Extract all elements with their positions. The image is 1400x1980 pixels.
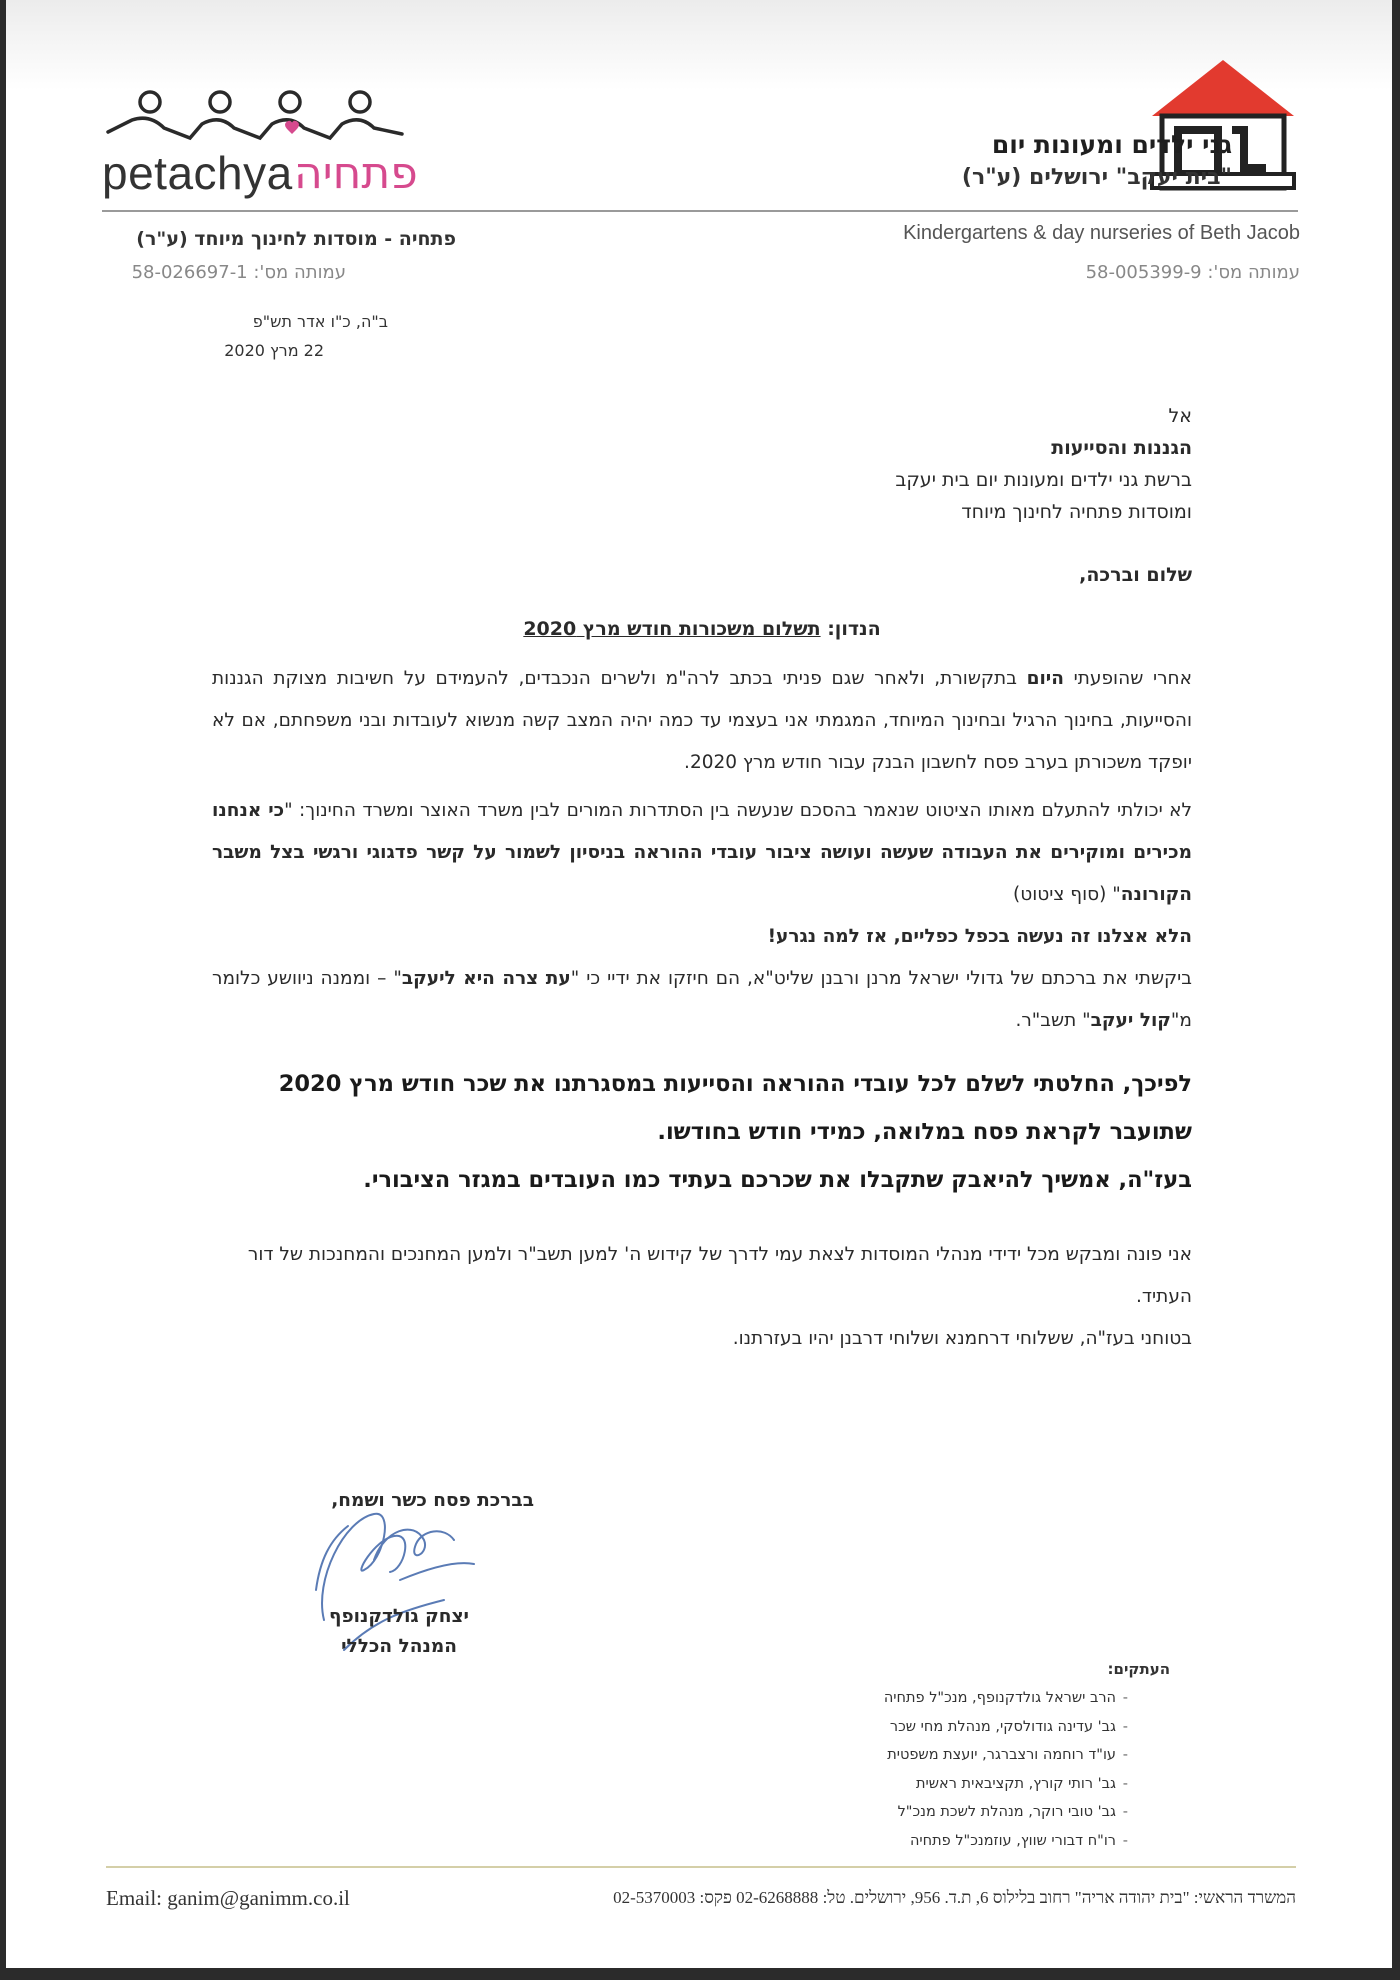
signatory-name: יצחק גולדקנופף <box>329 1606 469 1627</box>
org-english-name: Kindergartens & day nurseries of Beth Jacob <box>903 222 1300 244</box>
decision-line-2: בעז"ה, אמשיך להיאבק שתקבלו את שכרכם בעתיד כמו העובדים במגזר הציבורי. <box>363 1167 1192 1193</box>
p4-text-a: ביקשתי את ברכתם של גדולי ישראל מרנן ורבנן שליט"א, הם חיזקו את ידיי כי " <box>570 968 1193 989</box>
closing-block <box>212 1234 1192 1360</box>
cc-title: העתקים: <box>1107 1660 1170 1678</box>
signature-blessing: בברכת פסח כשר ושמח, <box>331 1490 534 1511</box>
hebrew-date: ב"ה, כ"ו אדר תש"פ <box>252 312 388 331</box>
subject-line <box>212 618 1192 640</box>
p4-quote-2: קול יעקב <box>1090 1010 1171 1031</box>
cc-item: - גב' רותי קורץ, תקציבאית ראשית <box>884 1770 1116 1799</box>
petachya-subtitle: פתחיה - מוסדות לחינוך מיוחד (ע"ר) <box>136 228 456 250</box>
footer-divider <box>106 1866 1296 1868</box>
heart-icon <box>285 121 299 134</box>
footer-address: המשרד הראשי: "בית יהודה אריה" רחוב בלילוס 6, ת.ד. 956, ירושלים. טל: 02-6268888 פקס: 02-5370003 <box>613 1888 1296 1907</box>
org-name: גני ילדים ומעונות יום <box>991 130 1232 159</box>
decision-line-1: לפיכך, החלטתי לשלם לכל עובדי ההוראה והסייעות במסגרתנו את שכר חודש מרץ 2020 שתועבר לקראת פסח במלואה, כמידי חודש בחודשו. <box>278 1071 1192 1145</box>
p2-text-a: לא יכולתי להתעלם מאותו הציטוט שנאמר בהסכם שנעשה בין הסתדרות המורים לבין משרד האוצר ומשרד החינוך: " <box>284 800 1192 821</box>
recipient-line-1: ברשת גני ילדים ומעונות יום בית יעקב <box>895 469 1192 491</box>
p3-question: הלא אצלנו זה נעשה בכפל כפליים, אז למה נגרע! <box>767 926 1192 947</box>
gregorian-date: 22 מרץ 2020 <box>224 341 324 360</box>
p2-text-c: " (סוף ציטוט) <box>1013 884 1121 905</box>
p4-quote-1: עת צרה היא ליעקב <box>401 968 571 989</box>
p1-emphasis: היום <box>1026 668 1064 689</box>
p4-text-c: " – וממנה ניוושע כלומר מ" <box>212 968 1192 1031</box>
subject-title: תשלום משכורות חודש מרץ 2020 <box>523 618 821 640</box>
cc-item: - עו"ד רוחמה ורצברגר, יועצת משפטית <box>884 1741 1116 1770</box>
p4-text-e: " תשב"ר. <box>1015 1010 1091 1031</box>
roof-icon <box>1152 60 1294 116</box>
p1-text-c: בתקשורת, ולאחר שגם פניתי בכתב לרה"מ ולשרים הנכבדים, להעמידם על חשיבות מצוקת הגננות והסייעות, בחינוך הרגיל ובחינוך המיוחד, המגמתי אני בעצמי עד כמה יהיה המצב קשה מנשוא לעובדות ובני משפחתם, אם לא יופקד משכורתן בערב פסח לחשבון הבנק עבור חודש מרץ 2020. <box>212 668 1192 773</box>
recipient-line-2: ומוסדות פתחיה לחינוך מיוחד <box>961 501 1192 523</box>
petachya-figures-icon <box>102 80 422 150</box>
cc-item: - גב' טובי רוקר, מנהלת לשכת מנכ"ל <box>884 1798 1116 1827</box>
header-divider <box>102 210 1298 212</box>
paragraph-2 <box>212 790 1192 1042</box>
org-registration: עמותה מס': 58-005399-9 <box>1085 262 1300 283</box>
recipients: הגננות והסייעות <box>1051 437 1192 459</box>
petachya-registration: עמותה מס': 58-026697-1 <box>131 262 346 283</box>
subject-prefix: הנדון: <box>827 618 881 640</box>
decision-block <box>212 1060 1192 1204</box>
greeting: שלום וברכה, <box>1079 564 1192 586</box>
cc-list <box>884 1684 1146 1856</box>
letter-body <box>212 400 1192 1360</box>
petachya-hebrew-wordmark: פתחיה <box>294 148 418 199</box>
org-city: "בית יעקב" ירושלים (ע"ר) <box>961 165 1232 190</box>
petachya-logo <box>102 80 422 200</box>
signatory <box>304 1602 494 1662</box>
petachya-wordmark: petachya <box>102 147 293 199</box>
cc-item: - גב' עדינה גודולסקי, מנהלת מחי שכר <box>884 1713 1116 1742</box>
letter-page <box>6 0 1392 1968</box>
footer <box>106 1886 1296 1916</box>
p1-text-a: אחרי שהופעתי <box>1063 668 1192 689</box>
cc-item: - הרב ישראל גולדקנופף, מנכ"ל פתחיה <box>884 1684 1116 1713</box>
footer-email: Email: ganim@ganimm.co.il <box>106 1886 350 1910</box>
p2-quote: כי אנחנו מכירים ומוקירים את העבודה שעשה ועושה ציבור עובדי ההוראה בניסיון לשמור על קשר פדגוגי ורגשי בצל משבר הקורונה <box>212 800 1192 905</box>
recipient-block <box>212 400 1192 528</box>
signatory-title: המנהל הכללי <box>341 1636 457 1657</box>
to-label: אל <box>1168 405 1192 427</box>
closing-line-1: אני פונה ומבקש מכל ידידי מנהלי המוסדות לצאת עמי לדרך של קידוש ה' למען תשב"ר ולמען המחנכים והמחנכות של דור העתיד. <box>247 1244 1192 1307</box>
cc-item: - רו"ח דבורי שווץ, עוזמנכ"ל פתחיה <box>884 1827 1116 1856</box>
paragraph-1 <box>212 658 1192 784</box>
closing-line-2: בטוחני בעז"ה, ששלוחי דרחמנא ושלוחי דרבנן יהיו בעזרתנו. <box>732 1328 1192 1349</box>
